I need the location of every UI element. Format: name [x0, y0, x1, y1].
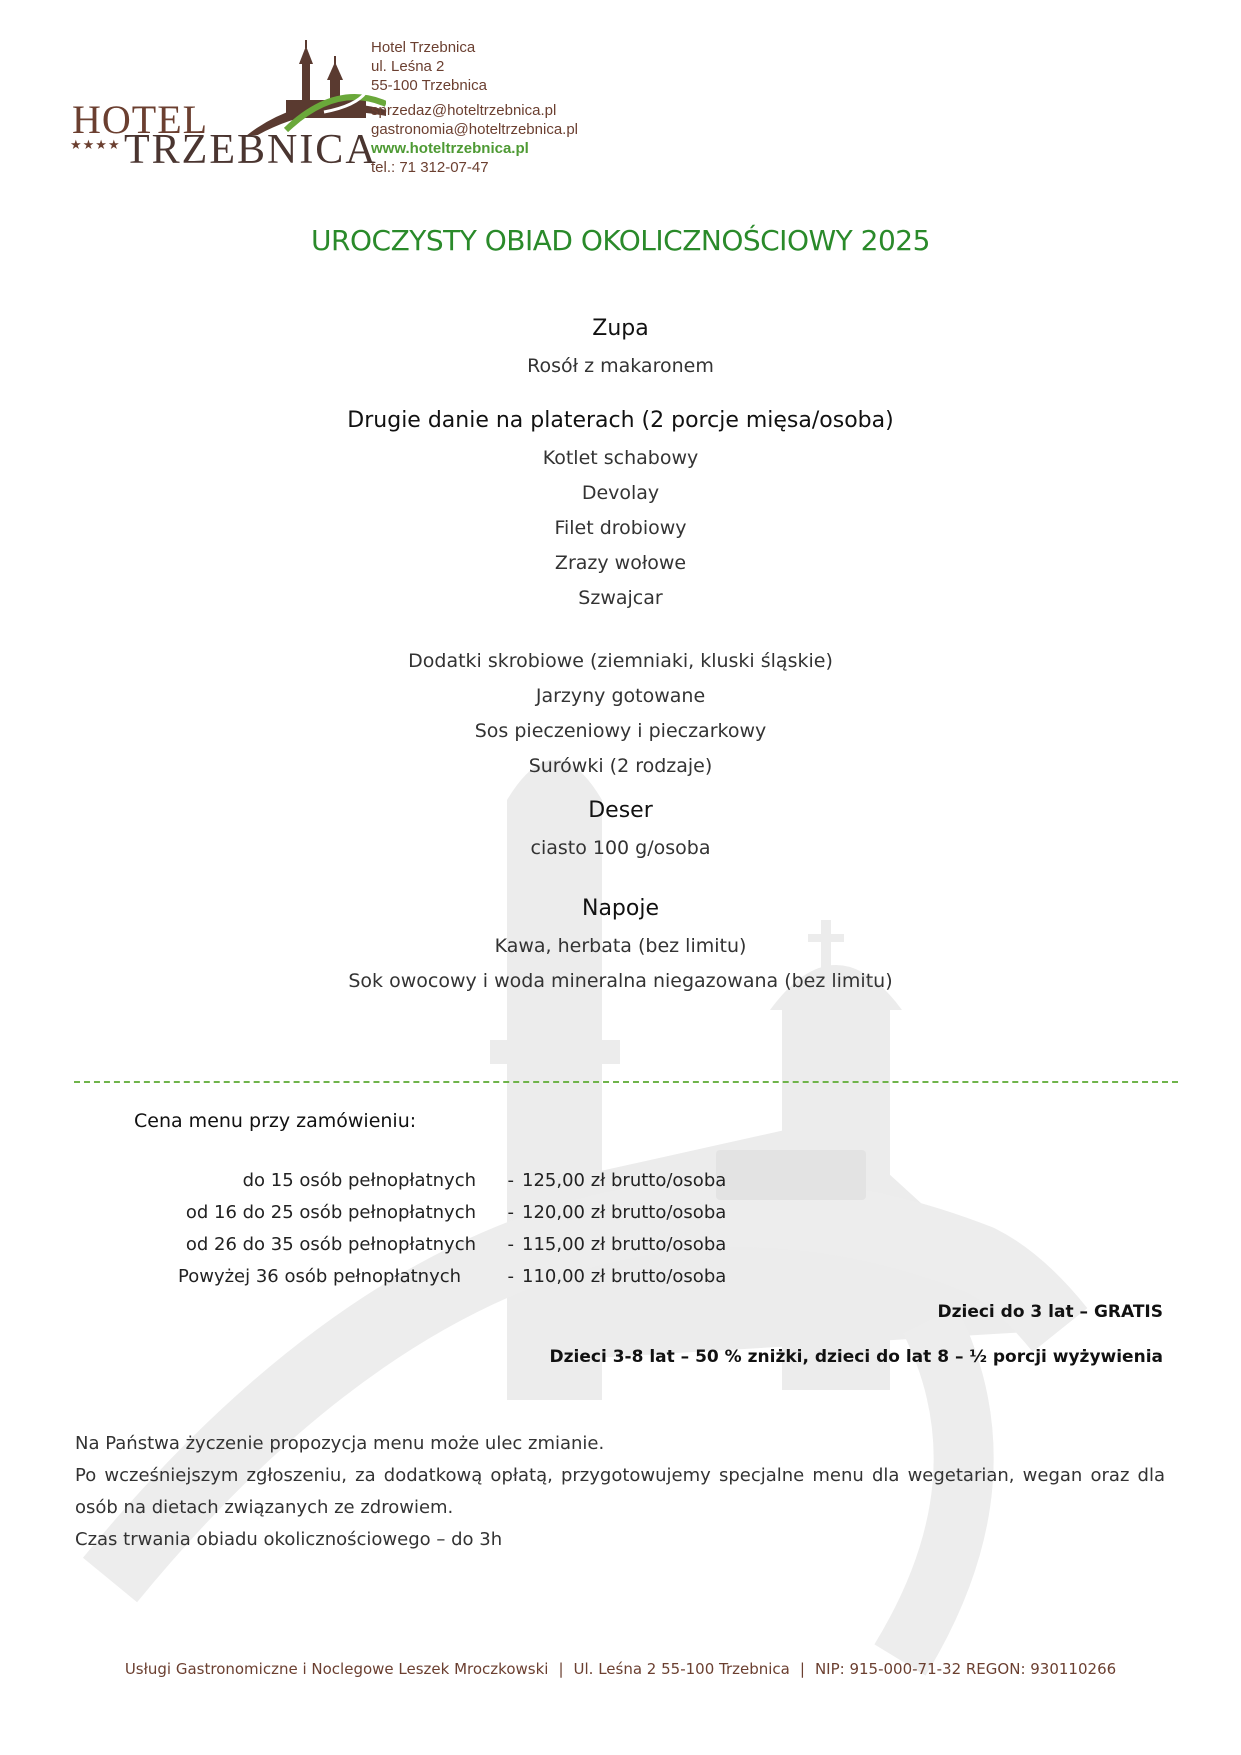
soup-heading: Zupa	[592, 316, 649, 341]
menu-item: Devolay	[581, 482, 660, 504]
menu-item: Rosół z makaronem	[527, 355, 714, 377]
kids-discount-note: Dzieci 3-8 lat – 50 % zniżki, dzieci do lat 8 – ½ porcji wyżywienia	[549, 1347, 1163, 1367]
church-logo-icon	[206, 40, 386, 135]
drinks-heading: Napoje	[581, 896, 659, 921]
menu-side-item: Surówki (2 rodzaje)	[528, 755, 713, 777]
pricing-heading: Cena menu przy zamówieniu:	[134, 1110, 417, 1132]
price-row	[150, 1261, 726, 1293]
menu-soup	[0, 316, 1241, 384]
price-separator: -	[507, 1234, 514, 1255]
menu-side-item: Jarzyny gotowane	[535, 685, 706, 707]
footer-separator: |	[799, 1660, 805, 1678]
price-separator: -	[507, 1202, 514, 1223]
hotel-logo	[66, 40, 378, 173]
menu-drinks	[0, 896, 1241, 999]
footer-address: Ul. Leśna 2 55-100 Trzebnica	[573, 1660, 790, 1678]
menu-item: Zrazy wołowe	[554, 552, 687, 574]
footer-ids: NIP: 915-000-71-32 REGON: 930110266	[814, 1660, 1117, 1678]
footer-company: Usługi Gastronomiczne i Noclegowe Leszek Mroczkowski	[124, 1660, 549, 1678]
note-line: Na Państwa życzenie propozycja menu może ulec zmianie.	[75, 1433, 605, 1454]
menu-side-item: Dodatki skrobiowe (ziemniaki, kluski śląskie)	[408, 650, 833, 672]
logo-word-trzebnica: TRZEBNICA	[124, 127, 378, 173]
contact-block	[371, 38, 578, 177]
price-value: 110,00 zł brutto/osoba	[522, 1266, 727, 1287]
price-value: 125,00 zł brutto/osoba	[522, 1170, 727, 1191]
dashed-divider	[74, 1081, 1178, 1083]
price-row	[150, 1229, 726, 1261]
website-link[interactable]: www.hoteltrzebnica.pl	[371, 140, 529, 157]
notes-block	[75, 1428, 1165, 1556]
email-sales-link[interactable]: sprzedaz@hoteltrzebnica.pl	[371, 102, 557, 119]
contact-street: ul. Leśna 2	[371, 58, 445, 75]
menu-main	[0, 408, 1241, 784]
contact-phone: tel.: 71 312-07-47	[371, 159, 489, 176]
email-gastro-link[interactable]: gastronomia@hoteltrzebnica.pl	[371, 121, 579, 138]
price-separator: -	[507, 1170, 514, 1191]
menu-section	[0, 316, 1241, 1023]
menu-item: Szwajcar	[578, 587, 663, 609]
price-label: od 16 do 25 osób pełnopłatnych	[185, 1202, 476, 1223]
kids-free-note: Dzieci do 3 lat – GRATIS	[937, 1302, 1163, 1322]
price-row	[150, 1165, 726, 1197]
pricing-table	[150, 1165, 726, 1293]
menu-side-item: Sos pieczeniowy i pieczarkowy	[474, 720, 767, 742]
menu-item: Kotlet schabowy	[542, 447, 699, 469]
price-label: Powyżej 36 osób pełnopłatnych	[178, 1266, 462, 1287]
price-value: 115,00 zł brutto/osoba	[522, 1234, 727, 1255]
page-title: UROCZYSTY OBIAD OKOLICZNOŚCIOWY 2025	[311, 224, 930, 257]
price-row	[150, 1197, 726, 1229]
contact-city: 55-100 Trzebnica	[371, 77, 487, 94]
menu-item: Filet drobiowy	[554, 517, 687, 539]
menu-item: Kawa, herbata (bez limitu)	[494, 935, 747, 957]
dessert-heading: Deser	[588, 798, 653, 823]
footer-separator: |	[558, 1660, 564, 1678]
page-footer	[0, 1660, 1241, 1678]
note-line: Czas trwania obiadu okolicznościowego – do 3h	[75, 1529, 503, 1550]
contact-name: Hotel Trzebnica	[371, 39, 476, 56]
price-separator: -	[507, 1266, 514, 1287]
menu-dessert	[0, 798, 1241, 866]
main-heading: Drugie danie na platerach (2 porcje mięsa/osoba)	[347, 408, 894, 433]
logo-word-hotel: HOTEL	[72, 97, 209, 142]
menu-item: ciasto 100 g/osoba	[530, 837, 711, 859]
price-label: do 15 osób pełnopłatnych	[242, 1170, 476, 1191]
logo-stars: ★★★★	[70, 138, 121, 153]
price-label: od 26 do 35 osób pełnopłatnych	[185, 1234, 476, 1255]
price-value: 120,00 zł brutto/osoba	[522, 1202, 727, 1223]
menu-item: Sok owocowy i woda mineralna niegazowana (bez limitu)	[348, 970, 893, 992]
note-line: Po wcześniejszym zgłoszeniu, za dodatkową opłatą, przygotowujemy specjalne menu dla wegetarian, wegan oraz dla osób na dietach związanych ze zdrowiem.	[75, 1465, 1165, 1518]
